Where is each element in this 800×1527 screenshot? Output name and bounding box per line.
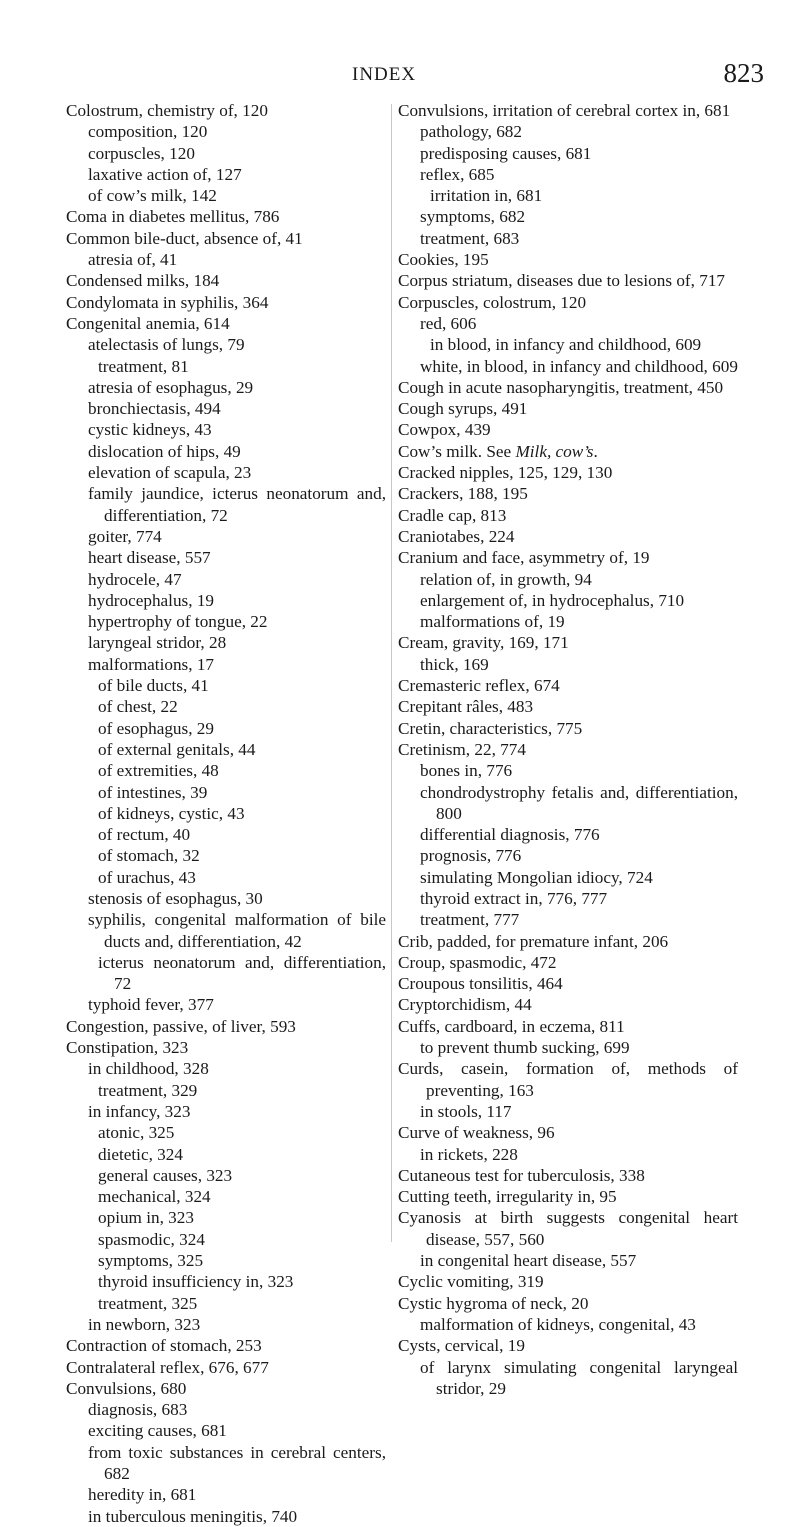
index-entry: cystic kidneys, 43 [88,420,212,440]
index-entry: treatment, 329 [98,1080,198,1100]
index-entry: exciting causes, 681 [88,1421,227,1441]
index-entry: spasmodic, 324 [98,1229,205,1249]
index-entry: relation of, in growth, 94 [420,569,592,589]
index-entry: malformations of, 19 [420,612,565,632]
index-entry: Cowpox, 439 [398,420,491,440]
index-entry: laxative action of, 127 [88,164,242,184]
index-entry: to prevent thumb sucking, 699 [420,1038,630,1058]
index-entry: symptoms, 325 [98,1251,204,1271]
index-entry: Cranium and face, asymmetry of, 19 [398,548,650,568]
index-entry: Cutaneous test for tuberculosis, 338 [398,1165,645,1185]
index-entry: of esophagus, 29 [98,718,214,738]
index-entry: composition, 120 [88,122,208,142]
index-column-left [66,100,386,1527]
index-entry: in infancy, 323 [88,1101,191,1121]
index-entry: pathology, 682 [420,122,522,142]
index-entry: Crackers, 188, 195 [398,484,528,504]
index-entry: goiter, 774 [88,526,162,546]
index-entry: Cookies, 195 [398,250,489,270]
index-entry: syphilis, congenital malformation of bile ducts and, differentiation, 42 [88,910,386,951]
index-entry: bronchiectasis, 494 [88,399,221,419]
index-entry: mechanical, 324 [98,1187,211,1207]
index-entry: family jaundice, icterus neonatorum and, differentiation, 72 [88,484,386,525]
index-entry: Cow’s milk. See Milk, cow’s. [398,441,598,461]
index-entry: simulating Mongolian idiocy, 724 [420,867,653,887]
index-entry: in rickets, 228 [420,1144,518,1164]
index-entry: enlargement of, in hydrocephalus, 710 [420,590,685,610]
index-entry: Cretin, characteristics, 775 [398,718,583,738]
index-entry: malformation of kidneys, congenital, 43 [420,1314,696,1334]
index-entry: treatment, 777 [420,910,520,930]
index-entry: atresia of, 41 [88,250,178,270]
index-entry: Cuffs, cardboard, in eczema, 811 [398,1016,625,1036]
index-entry: icterus neonatorum and, differentiation, 72 [98,952,386,994]
index-entry: Condensed milks, 184 [66,271,220,291]
index-entry: hypertrophy of tongue, 22 [88,612,268,632]
index-entry: Coma in diabetes mellitus, 786 [66,207,280,227]
index-entry: irritation in, 681 [430,186,543,206]
index-entry: dislocation of hips, 49 [88,441,241,461]
index-entry: thick, 169 [420,654,489,674]
index-entry: Curds, casein, formation of, methods of preventing, 163 [398,1059,738,1100]
index-entry: Cryptorchidism, 44 [398,995,532,1015]
index-entry: atelectasis of lungs, 79 [88,335,245,355]
index-entry: Cough syrups, 491 [398,399,528,419]
index-entry: Convulsions, irritation of cerebral cortex in, 681 [398,101,731,120]
index-entry: Craniotabes, 224 [398,526,515,546]
index-entry: in stools, 117 [420,1101,512,1121]
index-entry: of external genitals, 44 [98,739,256,759]
index-entry: thyroid insufficiency in, 323 [98,1272,294,1292]
index-entry: symptoms, 682 [420,207,526,227]
index-entry: thyroid extract in, 776, 777 [420,888,608,908]
index-entry: white, in blood, in infancy and childhood, 609 [420,356,738,376]
index-entry: Cough in acute nasopharyngitis, treatment, 450 [398,377,724,397]
index-column-right [398,100,738,1399]
index-entry: Curve of weakness, 96 [398,1123,555,1143]
index-entry: Common bile-duct, absence of, 41 [66,228,303,248]
index-entry: Crib, padded, for premature infant, 206 [398,931,669,951]
index-entry: corpuscles, 120 [88,143,195,163]
index-entry: of larynx simulating congenital laryngeal stridor, 29 [420,1357,738,1398]
index-entry: treatment, 81 [98,356,189,376]
index-entry: treatment, 683 [420,228,520,248]
index-entry: stenosis of esophagus, 30 [88,888,263,908]
index-entry: of cow’s milk, 142 [88,186,217,206]
index-entry: Convulsions, 680 [66,1378,187,1398]
index-entry: Cretinism, 22, 774 [398,739,526,759]
index-entry: hydrocephalus, 19 [88,590,215,610]
page-number: 823 [723,58,764,88]
index-entry: prognosis, 776 [420,846,522,866]
index-entry: Cradle cap, 813 [398,505,507,525]
index-entry: Cutting teeth, irregularity in, 95 [398,1187,617,1207]
index-entry: differential diagnosis, 776 [420,825,600,845]
index-entry: Cracked nipples, 125, 129, 130 [398,463,613,483]
index-entry: Cystic hygroma of neck, 20 [398,1293,589,1313]
column-divider [391,104,392,1242]
index-entry: of chest, 22 [98,697,178,717]
index-entry: Contraction of stomach, 253 [66,1336,262,1356]
index-entry: Constipation, 323 [66,1038,189,1058]
index-entry: hydrocele, 47 [88,569,182,589]
index-entry: Congenital anemia, 614 [66,313,230,333]
index-entry: Colostrum, chemistry of, 120 [66,101,268,120]
index-entry: diagnosis, 683 [88,1400,188,1420]
index-entry: Condylomata in syphilis, 364 [66,292,269,312]
index-entry: red, 606 [420,313,477,333]
index-entry: laryngeal stridor, 28 [88,633,227,653]
index-entry: of bile ducts, 41 [98,676,209,696]
index-entry: Croup, spasmodic, 472 [398,952,557,972]
index-entry: reflex, 685 [420,164,495,184]
index-entry: opium in, 323 [98,1208,194,1228]
index-entry: atresia of esophagus, 29 [88,377,254,397]
index-entry: Congestion, passive, of liver, 593 [66,1016,296,1036]
index-entry: dietetic, 324 [98,1144,183,1164]
index-entry: of intestines, 39 [98,782,208,802]
index-entry: of rectum, 40 [98,825,191,845]
index-entry: predisposing causes, 681 [420,143,592,163]
index-entry: treatment, 325 [98,1293,198,1313]
index-entry: bones in, 776 [420,761,513,781]
index-entry: Cyclic vomiting, 319 [398,1272,544,1292]
index-entry: of extremities, 48 [98,761,219,781]
index-entry: Cysts, cervical, 19 [398,1336,525,1356]
index-entry: of stomach, 32 [98,846,200,866]
index-entry: malformations, 17 [88,654,215,674]
index-entry: elevation of scapula, 23 [88,463,252,483]
page-header [0,58,800,94]
index-entry: of kidneys, cystic, 43 [98,803,245,823]
index-entry: in newborn, 323 [88,1314,201,1334]
index-entry: in childhood, 328 [88,1059,209,1079]
index-entry: in tuberculous meningitis, 740 [88,1506,298,1526]
index-entry: heredity in, 681 [88,1485,197,1505]
index-entry: Corpuscles, colostrum, 120 [398,292,587,312]
running-title: INDEX [352,64,417,85]
index-entry: of urachus, 43 [98,867,196,887]
index-entry: general causes, 323 [98,1165,233,1185]
index-entry: Contralateral reflex, 676, 677 [66,1357,269,1377]
index-entry: typhoid fever, 377 [88,995,214,1015]
index-entry: Croupous tonsilitis, 464 [398,974,563,994]
index-entry: in blood, in infancy and childhood, 609 [430,335,702,355]
index-entry: Cremasteric reflex, 674 [398,676,560,696]
index-entry: heart disease, 557 [88,548,211,568]
index-entry: Cyanosis at birth suggests congenital heart disease, 557, 560 [398,1208,738,1249]
index-entry: in congenital heart disease, 557 [420,1251,637,1271]
index-entry: atonic, 325 [98,1123,175,1143]
index-entry: from toxic substances in cerebral centers, 682 [88,1442,386,1483]
index-entry: Crepitant râles, 483 [398,697,534,717]
index-entry: Corpus striatum, diseases due to lesions of, 717 [398,271,726,291]
index-entry: Cream, gravity, 169, 171 [398,633,569,653]
index-entry: chondrodystrophy fetalis and, differentiation, 800 [420,782,738,823]
